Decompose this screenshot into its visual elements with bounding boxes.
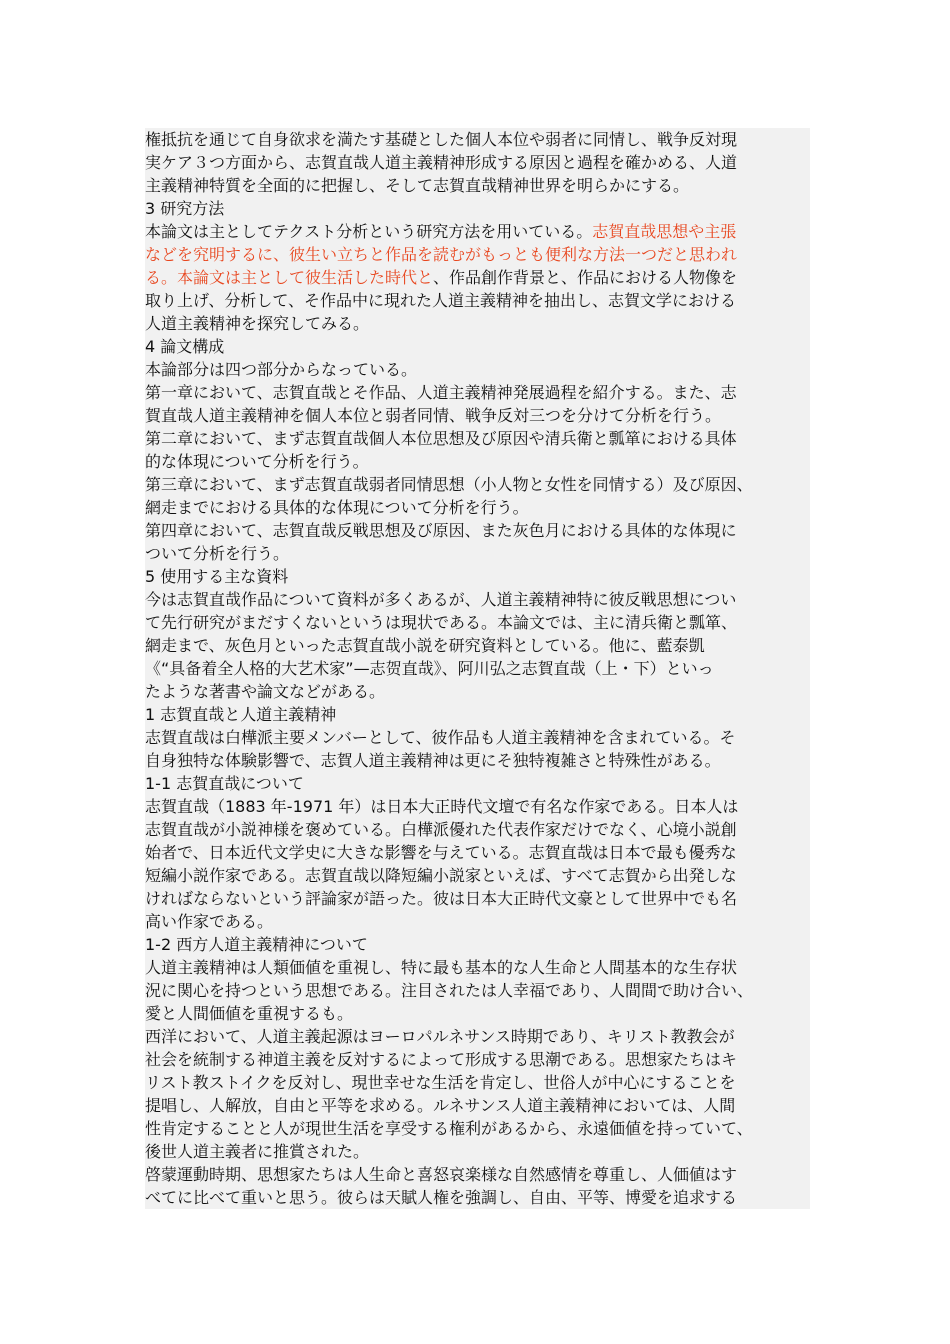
text-line: て先行研究がまだすくないというは現状である。本論文では、主に清兵衛と瓢箪、 <box>145 611 810 634</box>
text-line: 西洋において、人道主義起源はヨーロパルネサンス時期であり、キリスト教教会が <box>145 1025 810 1048</box>
text-line: 提唱し、人解放，自由と平等を求める。ルネサンス人道主義精神においては、人間 <box>145 1094 810 1117</box>
section-heading: 3 研究方法 <box>145 197 810 220</box>
text-line: 網走までにおける具体的な体現について分析を行う。 <box>145 496 810 519</box>
text-line: 実ケア３つ方面から、志賀直哉人道主義精神形成する原因と過程を確かめる、人道 <box>145 151 810 174</box>
text-line: ついて分析を行う。 <box>145 542 810 565</box>
text-line: ければならないという評論家が語った。彼は日本大正時代文豪として世界中でも名 <box>145 887 810 910</box>
text-line: 自身独特な体験影響で、志賀人道主義精神は更にそ独特複雑さと特殊性がある。 <box>145 749 810 772</box>
text-line: 《“具备着全人格的大艺术家”—志贺直哉》、阿川弘之志賀直哉（上・下）といっ <box>145 657 810 680</box>
text-line: リスト教ストイクを反対し、現世幸せな生活を肯定し、世俗人が中心にすることを <box>145 1071 810 1094</box>
text-segment: 、作品創作背景と、作品における人物像を <box>433 268 738 287</box>
text-line: 第二章において、まず志賀直哉個人本位思想及び原因や清兵衛と瓢箪における具体 <box>145 427 810 450</box>
section-heading: 1-2 西方人道主義精神について <box>145 933 810 956</box>
text-line: 志賀直哉（1883 年-1971 年）は日本大正時代文壇で有名な作家である。日本人は <box>145 795 810 818</box>
text-line: 始者で、日本近代文学史に大きな影響を与えている。志賀直哉は日本で最も優秀な <box>145 841 810 864</box>
section-heading: 1 志賀直哉と人道主義精神 <box>145 703 810 726</box>
text-line <box>145 220 810 243</box>
text-line: 主義精神特質を全面的に把握し、そして志賀直哉精神世界を明らかにする。 <box>145 174 810 197</box>
text-line: べてに比べて重いと思う。彼らは天賦人権を強調し、自由、平等、博愛を追求する <box>145 1186 810 1209</box>
text-line: 愛と人間価値を重視するも。 <box>145 1002 810 1025</box>
text-line: 人道主義精神を探究してみる。 <box>145 312 810 335</box>
text-line <box>145 243 810 266</box>
text-line: 的な体現について分析を行う。 <box>145 450 810 473</box>
text-line: 啓蒙運動時期、思想家たちは人生命と喜怒哀楽様な自然感情を尊重し、人価値はす <box>145 1163 810 1186</box>
text-line: 今は志賀直哉作品について資料が多くあるが、人道主義精神特に彼反戦思想につい <box>145 588 810 611</box>
text-line: 短編小説作家である。志賀直哉以降短編小説家といえば、すべて志賀から出発しな <box>145 864 810 887</box>
section-heading: 4 論文構成 <box>145 335 810 358</box>
text-line: 第四章において、志賀直哉反戦思想及び原因、また灰色月における具体的な体現に <box>145 519 810 542</box>
red-text-segment: などを究明するに、彼生い立ちと作品を読むがもっとも便利な方法一つだと思われ <box>145 245 738 264</box>
text-line: 社会を統制する神道主義を反対するによって形成する思潮である。思想家たちはキ <box>145 1048 810 1071</box>
section-heading: 1-1 志賀直哉について <box>145 772 810 795</box>
text-line: 取り上げ、分析して、そ作品中に現れた人道主義精神を抽出し、志賀文学における <box>145 289 810 312</box>
document-page <box>145 128 810 1209</box>
section-heading: 5 使用する主な資料 <box>145 565 810 588</box>
text-line: 賀直哉人道主義精神を個人本位と弱者同情、戦争反対三つを分けて分析を行う。 <box>145 404 810 427</box>
red-text-segment: る。本論文は主として彼生活した時代と <box>145 268 434 287</box>
text-segment: 本論文は主としてテクスト分析という研究方法を用いている。 <box>145 222 593 241</box>
text-line: 第一章において、志賀直哉とそ作品、人道主義精神発展過程を紹介する。また、志 <box>145 381 810 404</box>
text-line: 況に関心を持つという思想である。注目されたは人幸福であり、人間間で助け合い、 <box>145 979 810 1002</box>
text-line <box>145 266 810 289</box>
text-line: 第三章において、まず志賀直哉弱者同情思想（小人物と女性を同情する）及び原因、 <box>145 473 810 496</box>
text-line: 性肯定することと人が現世生活を享受する権利があるから、永遠価値を持っていて、 <box>145 1117 810 1140</box>
text-line: 網走まで、灰色月といった志賀直哉小説を研究資料としている。他に、藍泰凱 <box>145 634 810 657</box>
text-line: たような著書や論文などがある。 <box>145 680 810 703</box>
text-line: 人道主義精神は人類価値を重視し、特に最も基本的な人生命と人間基本的な生存状 <box>145 956 810 979</box>
text-line: 本論部分は四つ部分からなっている。 <box>145 358 810 381</box>
text-line: 権抵抗を通じて自身欲求を満たす基礎とした個人本位や弱者に同情し、戦争反対現 <box>145 128 810 151</box>
red-text-segment: 志賀直哉思想や主張 <box>592 222 737 241</box>
text-line: 後世人道主義者に推賞された。 <box>145 1140 810 1163</box>
text-line: 高い作家である。 <box>145 910 810 933</box>
text-line: 志賀直哉は白樺派主要メンバーとして、彼作品も人道主義精神を含まれている。そ <box>145 726 810 749</box>
text-line: 志賀直哉が小説神様を褒めている。白樺派優れた代表作家だけでなく、心境小説創 <box>145 818 810 841</box>
